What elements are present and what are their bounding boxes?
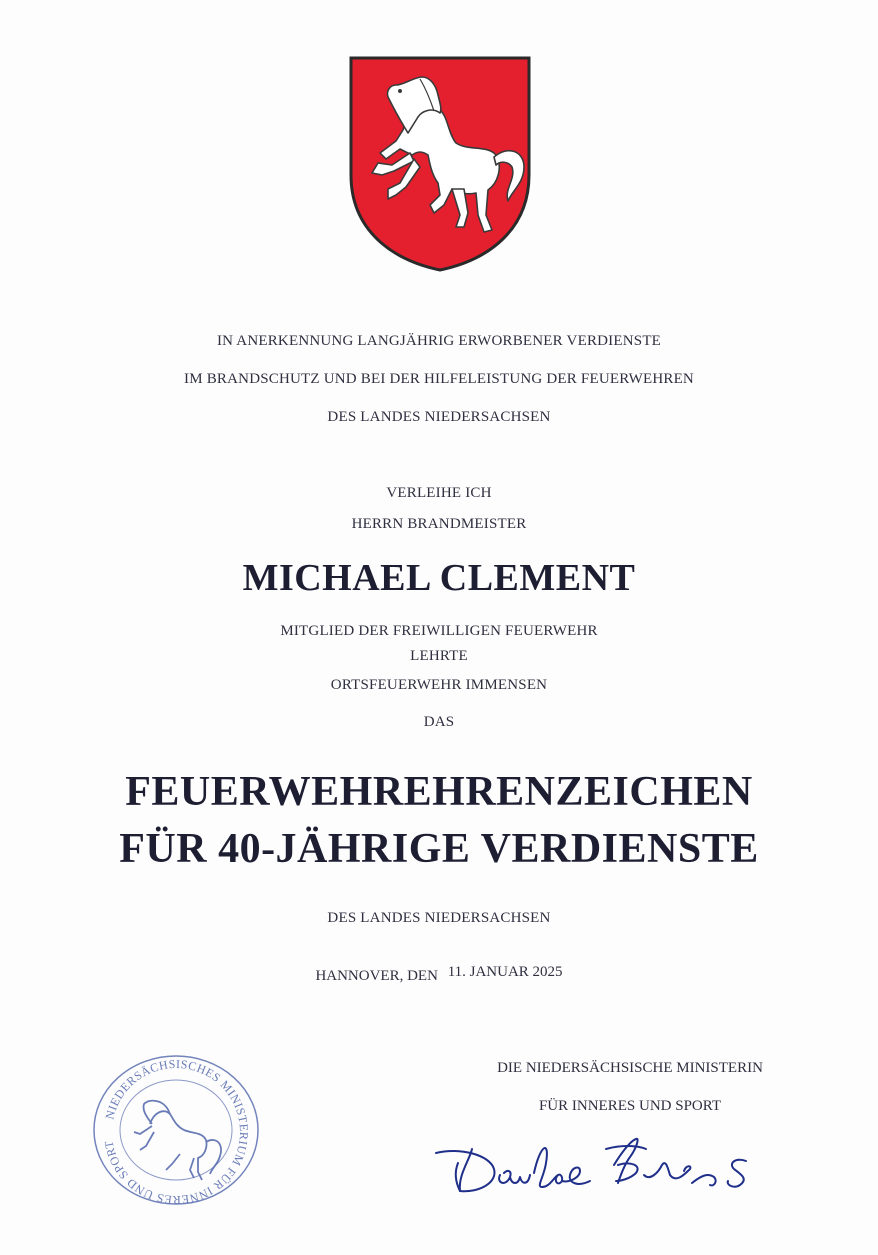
preamble-line-3: DES LANDES NIEDERSACHSEN (327, 409, 551, 425)
unit-line: ORTSFEUERWEHR IMMENSEN (330, 677, 548, 693)
town-line: LEHRTE (410, 648, 468, 664)
award-title-line-1: FEUERWEHREHRENZEICHEN (125, 769, 753, 815)
place-label: HANNOVER, DEN (315, 968, 438, 984)
recipient-name: MICHAEL CLEMENT (242, 557, 636, 599)
member-line: MITGLIED DER FREIWILLIGEN FEUERWEHR (280, 623, 598, 639)
preamble-line-1: IN ANERKENNUNG LANGJÄHRIG ERWORBENER VERDIENSTE (216, 333, 662, 349)
award-title-line-2: FÜR 40-JÄHRIGE VERDIENSTE (119, 826, 759, 872)
ministry-seal-icon (90, 1052, 262, 1208)
svg-text:NIEDERSÄCHSISCHES MINISTERIUM (102, 1057, 252, 1207)
signatory-line-1: DIE NIEDERSÄCHSISCHE MINISTERIN (497, 1060, 763, 1076)
conferral-verb: VERLEIHE ICH (386, 485, 492, 501)
issue-date: 11. JANUAR 2025 (447, 964, 563, 980)
place-date (0, 964, 878, 985)
preamble-line-2: IM BRANDSCHUTZ UND BEI DER HILFELEISTUNG DER FEUERWEHREN (184, 371, 694, 387)
seal-text: NIEDERSÄCHSISCHES MINISTERIUM FÜR INNERES UND SPORT (101, 1056, 252, 1208)
recipient-title: HERRN BRANDMEISTER (351, 516, 527, 532)
article-line: DAS (423, 714, 455, 730)
minister-signature (430, 1125, 790, 1205)
signatory-line-2: FÜR INNERES UND SPORT (538, 1098, 722, 1114)
award-state: DES LANDES NIEDERSACHSEN (327, 910, 551, 926)
lower-saxony-crest-icon (348, 55, 532, 273)
